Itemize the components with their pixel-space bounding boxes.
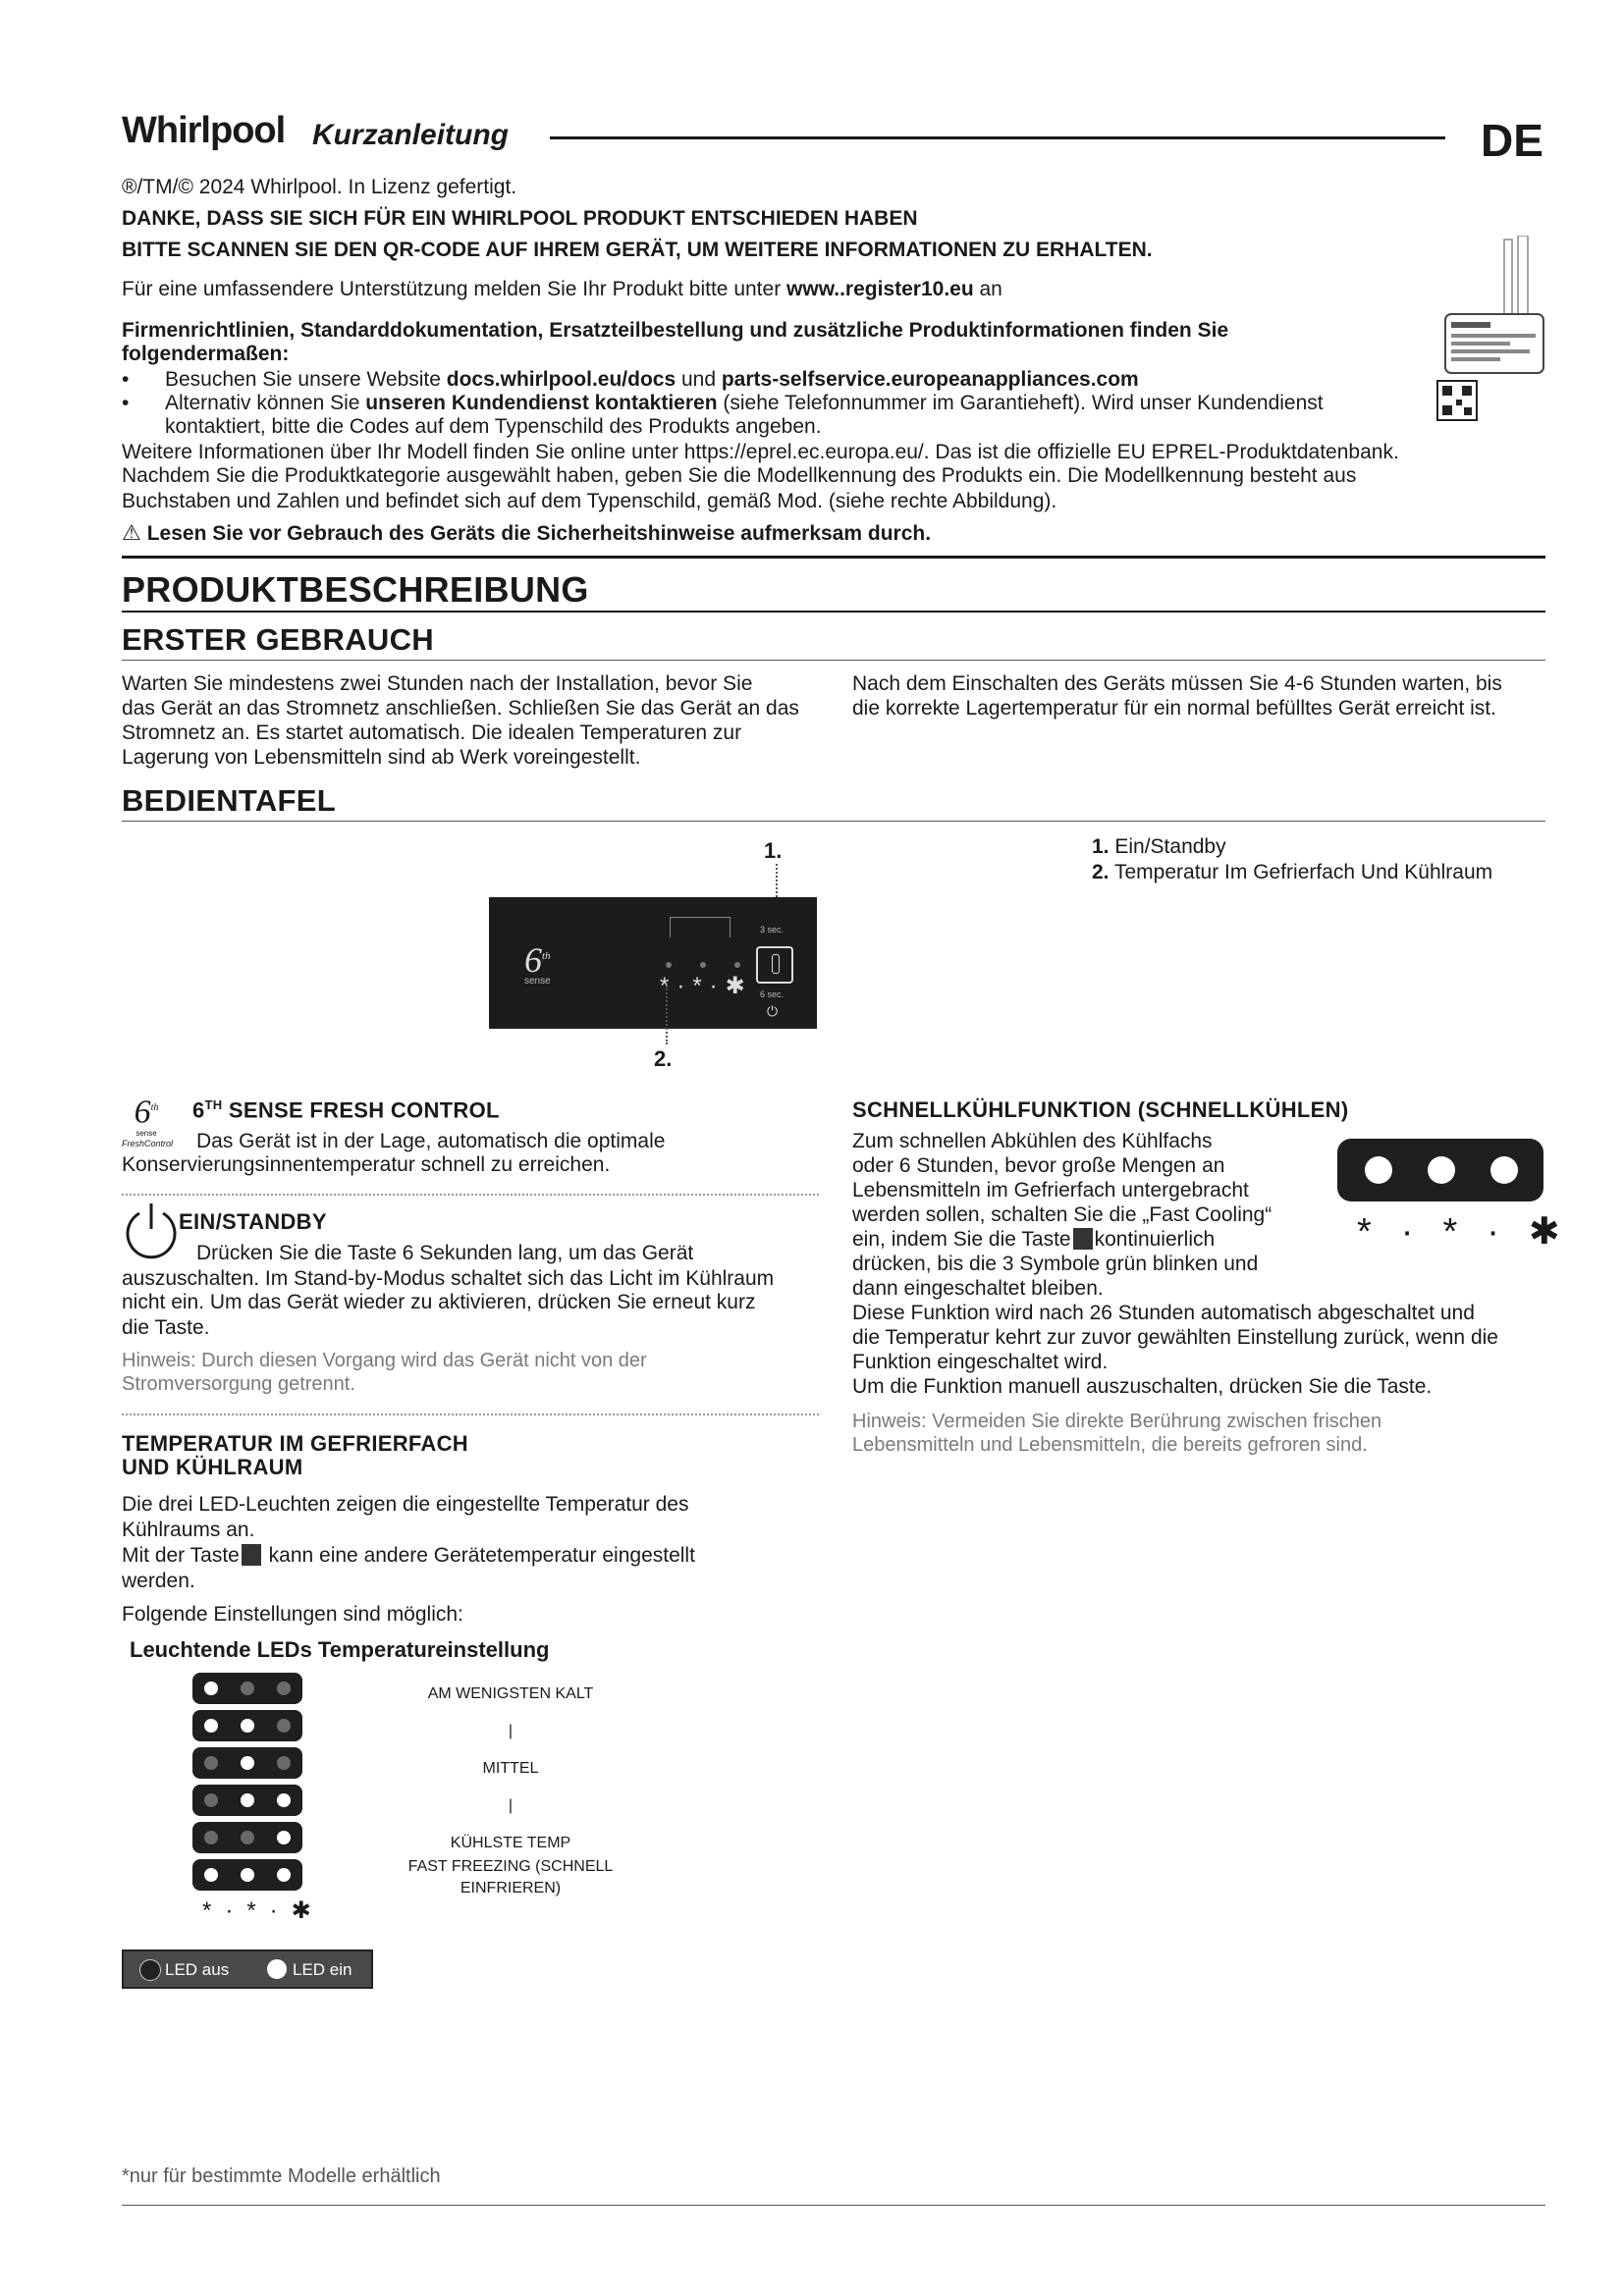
led-setting-row	[192, 1859, 302, 1891]
sixth-sense-caption: sense	[524, 976, 551, 987]
fast-cooling-hint: Hinweis: Vermeiden Sie direkte Berührung zwischen frischen Lebensmitteln und Lebensmitteln, die bereits gefroren sind.	[852, 1411, 1382, 1456]
led-off-dot	[277, 1682, 291, 1695]
rating-plate-illustration	[1435, 236, 1551, 427]
label-bar-1: |	[508, 1723, 514, 1739]
first-use-rule	[122, 660, 1545, 661]
led-off-dot	[277, 1756, 291, 1770]
footer-rule	[122, 2205, 1545, 2206]
led-on-dot	[241, 1793, 254, 1807]
bullet-2: Alternativ können Sie unseren Kundendienst kontaktieren (siehe Telefonnummer im Garantieheft). Wird unser Kundendienst	[165, 392, 1324, 414]
footer-note: *nur für bestimmte Modelle erhältlich	[122, 2165, 441, 2187]
standby-mini-icon[interactable]: ⏻	[767, 1003, 779, 1019]
led-on-dot	[204, 1682, 218, 1695]
led-on-dot	[241, 1868, 254, 1882]
header-rule	[550, 136, 1445, 139]
led-off-dot	[204, 1793, 218, 1807]
bullet-dot-1: •	[122, 368, 130, 391]
label-bar-2: |	[508, 1797, 514, 1814]
label-least-cold: AM WENIGSTEN KALT	[427, 1685, 594, 1702]
first-use-left: Warten Sie mindestens zwei Stunden nach der Installation, bevor Sie das Gerät an das Stromnetz anschließen. Schließen Sie das Gerät an das Stromnetz an. Es startet automatisch. Die idealen Temperaturen zur Lagerung von Lebensmitteln sind ab Werk voreingestellt.	[122, 672, 799, 769]
callout-2-leader	[666, 986, 668, 1044]
docs-link[interactable]: docs.whirlpool.eu/docs	[446, 368, 677, 391]
led-legend	[122, 1949, 373, 1989]
first-use-right: Nach dem Einschalten des Geräts müssen Sie 4-6 Stunden warten, bis die korrekte Lagertemperatur für ein normal befülltes Gerät erreicht ist.	[852, 672, 1502, 720]
eprel-line-1: Weitere Informationen über Ihr Modell finden Sie online unter https://eprel.ec.europa.eu/. Das ist die offizielle EU EPREL-Produktdatenbank.	[122, 441, 1399, 463]
thermometer-icon	[772, 954, 780, 974]
temp-title-1: TEMPERATUR IM GEFRIERFACH	[122, 1431, 468, 1456]
temperature-button[interactable]	[756, 946, 793, 984]
led-off-dot	[241, 1831, 254, 1844]
temp-line-3: Mit der Taste kann eine andere Gerätetemperatur eingestellt	[122, 1544, 695, 1567]
callout-2: 2.	[654, 1046, 673, 1071]
bullet-1: Besuchen Sie unsere Website docs.whirlpool.eu/docs und parts-selfservice.europeanappliances.com	[165, 368, 1139, 391]
section-product-description: PRODUKTBESCHREIBUNG	[122, 569, 589, 610]
led-on-dot	[277, 1793, 291, 1807]
eprel-line-3: Buchstaben und Zahlen und befindet sich auf dem Typenschild, gemäß Mod. (siehe rechte Abbildung).	[122, 490, 1057, 512]
temp-title-2: UND KÜHLRAUM	[122, 1455, 303, 1479]
led-off-label: LED aus	[165, 1960, 230, 1979]
led-off-dot	[204, 1831, 218, 1844]
temp-line-1: Die drei LED-Leuchten zeigen die eingestellte Temperatur des	[122, 1493, 689, 1516]
label-fast-freezing-2: EINFRIEREN)	[460, 1880, 562, 1896]
led-off-swatch	[139, 1959, 161, 1981]
led-on-dot	[241, 1719, 254, 1733]
label-3sec: 3 sec.	[760, 925, 785, 934]
panel-led-3	[734, 962, 740, 968]
fast-led-1	[1365, 1156, 1392, 1184]
led-setting-row	[192, 1747, 302, 1779]
sixth-sense-text-2: Konservierungsinnentemperatur schnell zu erreichen.	[122, 1153, 611, 1176]
temp-line-4: werden.	[122, 1570, 195, 1592]
led-on-swatch	[267, 1959, 287, 1979]
led-off-dot	[277, 1719, 291, 1733]
register-post: an	[973, 278, 1002, 300]
standby-hint: Hinweis: Durch diesen Vorgang wird das Gerät nicht von der Stromversorgung getrennt.	[122, 1350, 647, 1395]
control-panel-rule	[122, 821, 1545, 822]
separator-1	[122, 1194, 819, 1196]
warning-icon: ⚠	[122, 520, 141, 545]
led-setting-row	[192, 1673, 302, 1704]
separator-2	[122, 1414, 819, 1415]
safety-warning: ⚠ Lesen Sie vor Gebrauch des Geräts die Sicherheitshinweise aufmerksam durch.	[122, 520, 932, 545]
led-off-dot	[204, 1756, 218, 1770]
legend-2: 2. Temperatur Im Gefrierfach Und Kühlraum	[1092, 861, 1493, 883]
temp-button-icon	[242, 1544, 261, 1566]
led-setting-row	[192, 1785, 302, 1816]
fast-cooling-text-b: Diese Funktion wird nach 26 Stunden automatisch abgeschaltet und die Temperatur kehrt zur zuvor gewählten Einstellung zurück, wenn die Funktion eingeschaltet wird. Um die Funktion manuell auszuschalten, drücken Sie die Taste.	[852, 1302, 1498, 1398]
led-off-dot	[241, 1682, 254, 1695]
policies-heading-2: folgendermaßen:	[122, 343, 290, 365]
led-on-dot	[277, 1831, 291, 1844]
thanks-line: DANKE, DASS SIE SICH FÜR EIN WHIRLPOOL PRODUKT ENTSCHIEDEN HABEN	[122, 207, 918, 230]
temp-line-2: Kühlraums an.	[122, 1519, 255, 1541]
section-control-panel: BEDIENTAFEL	[122, 783, 336, 818]
led-table-snowflakes: *·*·✱	[202, 1897, 325, 1924]
panel-led-2	[700, 962, 706, 968]
fast-cooling-led-display	[1337, 1139, 1543, 1201]
fast-cool-button-icon	[1073, 1228, 1093, 1250]
fast-cool-mini-icon	[670, 917, 731, 937]
sixth-sense-title: 6TH SENSE FRESH CONTROL	[192, 1097, 500, 1123]
parts-link[interactable]: parts-selfservice.europeanappliances.com	[721, 368, 1139, 391]
bullet-2-cont: kontaktiert, bitte die Codes auf dem Typenschild des Produkts angeben.	[165, 415, 822, 438]
temp-line-5: Folgende Einstellungen sind möglich:	[122, 1603, 463, 1626]
fast-led-2	[1428, 1156, 1455, 1184]
scan-line: BITTE SCANNEN SIE DEN QR-CODE AUF IHREM GERÄT, UM WEITERE INFORMATIONEN ZU ERHALTEN.	[122, 239, 1153, 261]
language-code: DE	[1481, 115, 1543, 166]
section-first-use: ERSTER GEBRAUCH	[122, 622, 434, 657]
legend-1: 1. Ein/Standby	[1092, 835, 1226, 858]
led-on-dot	[241, 1756, 254, 1770]
led-on-dot	[204, 1719, 218, 1733]
label-6sec: 6 sec.	[760, 989, 785, 999]
led-setting-row	[192, 1710, 302, 1741]
control-panel-display	[489, 897, 817, 1029]
standby-line-4: die Taste.	[122, 1316, 210, 1339]
standby-line-2: auszuschalten. Im Stand-by-Modus schaltet sich das Licht im Kühlraum	[122, 1267, 775, 1290]
doc-title: Kurzanleitung	[312, 119, 509, 151]
eprel-line-2: Nachdem Sie die Produktkategorie ausgewählt haben, geben Sie die Modellkennung des Produkts ein. Die Modellkennung besteht aus	[122, 464, 1357, 487]
power-icon	[120, 1200, 183, 1262]
panel-led-1	[666, 962, 672, 968]
register-pre: Für eine umfassendere Unterstützung melden Sie Ihr Produkt bitte unter	[122, 278, 787, 300]
bullet-dot-2: •	[122, 392, 130, 414]
section-rule-top	[122, 556, 1545, 559]
led-table-heading: Leuchtende LEDs Temperatureinstellung	[130, 1637, 550, 1662]
trademark-line: ®/TM/© 2024 Whirlpool. In Lizenz gefertigt.	[122, 176, 517, 198]
sixth-sense-text-1: Das Gerät ist in der Lage, automatisch die optimale	[196, 1130, 666, 1152]
label-coldest: KÜHLSTE TEMP	[450, 1835, 571, 1851]
fast-cooling-snowflakes: *·*·✱	[1357, 1211, 1590, 1253]
fast-cooling-title: SCHNELLKÜHLFUNKTION (SCHNELLKÜHLEN)	[852, 1097, 1349, 1122]
standby-line-1: Drücken Sie die Taste 6 Sekunden lang, um das Gerät	[196, 1242, 694, 1264]
callout-1: 1.	[764, 838, 783, 863]
register-link[interactable]: www..register10.eu	[786, 278, 974, 300]
label-middle: MITTEL	[482, 1760, 539, 1777]
sixth-sense-fresh-logo: 6th sense FreshControl	[122, 1094, 174, 1149]
fast-cooling-text-a: Zum schnellen Abkühlen des Kühlfachs oder 6 Stunden, bevor große Mengen an Lebensmitteln im Gefrierfach untergebracht werden sollen, schalten Sie die „Fast Cooling“ ein, indem Sie die Taste kontinuierlich drücken, bis die 3 Symbole grün blinken und dann eingeschaltet bleiben.	[852, 1130, 1272, 1300]
standby-line-3: nicht ein. Um das Gerät wieder zu aktivieren, drücken Sie erneut kurz	[122, 1291, 756, 1313]
panel-snowflake-icons: *·*·✱	[660, 973, 753, 999]
standby-title: EIN/STANDBY	[179, 1209, 327, 1234]
section-rule	[122, 611, 1545, 613]
label-fast-freezing-1: FAST FREEZING (SCHNELL	[407, 1858, 614, 1875]
brand-logo: Whirlpool	[122, 110, 286, 151]
callout-1-leader	[776, 864, 778, 901]
led-on-dot	[204, 1868, 218, 1882]
led-on-dot	[277, 1868, 291, 1882]
fast-led-3	[1490, 1156, 1518, 1184]
sixth-sense-logo: 6th	[524, 940, 551, 980]
led-on-label: LED ein	[293, 1960, 352, 1979]
led-setting-row	[192, 1822, 302, 1853]
register-line	[122, 277, 1002, 301]
policies-heading: Firmenrichtlinien, Standarddokumentation, Ersatzteilbestellung und zusätzliche Produktinformationen finden Sie	[122, 319, 1229, 342]
